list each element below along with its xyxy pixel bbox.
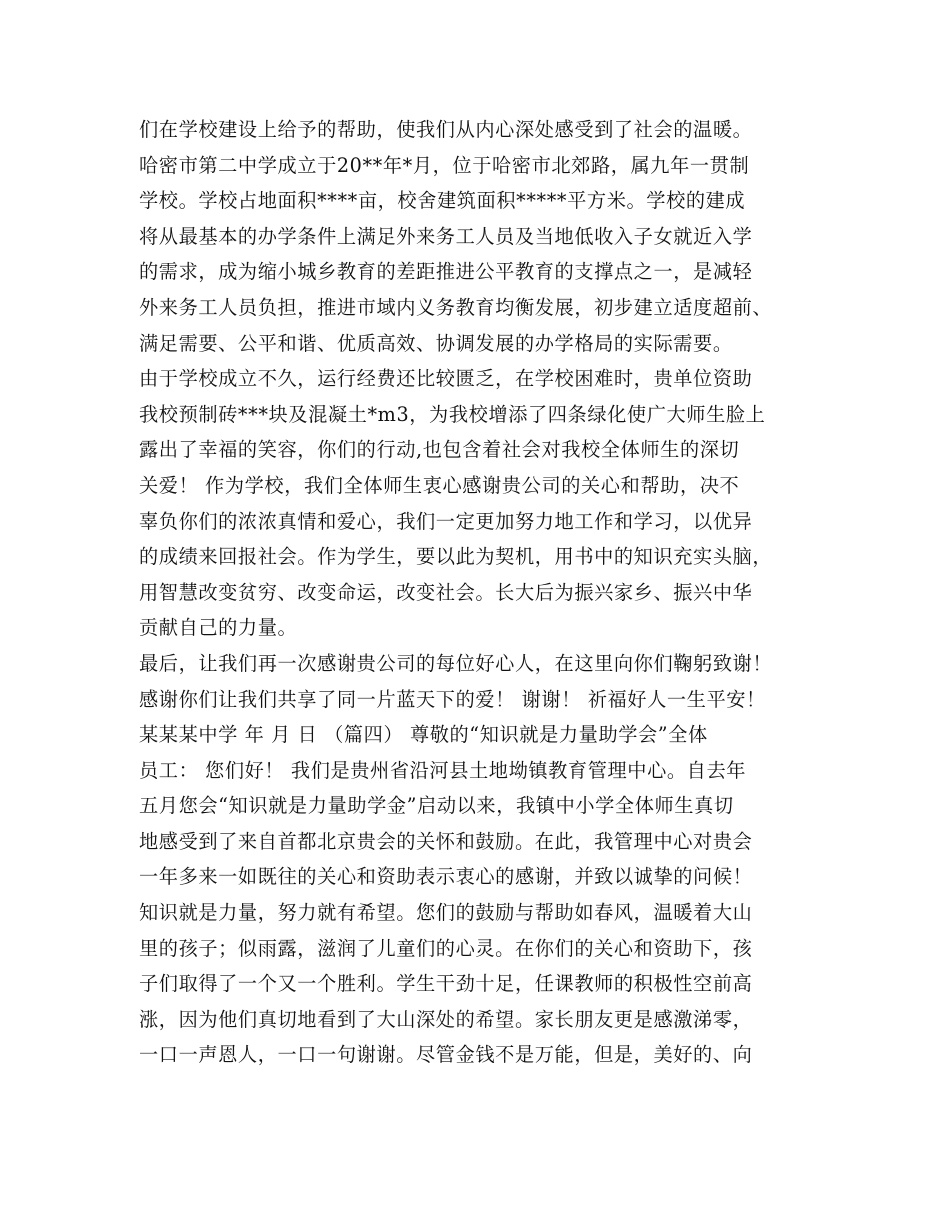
text-line: 子们取得了一个又一个胜利。学生干劲十足，任课教师的积极性空前高 [139, 972, 753, 996]
text-line: 最后，让我们再一次感谢贵公司的每位好心人，在这里向你们鞠躬致谢！ [139, 651, 773, 675]
text-line: 一口一声恩人，一口一句谢谢。尽管金钱不是万能，但是，美好的、向 [139, 1043, 753, 1067]
text-line: 贡献自己的力量。 [139, 616, 298, 640]
text-line: 地感受到了来自首都北京贵会的关怀和鼓励。在此，我管理中心对贵会 [139, 829, 753, 853]
text-line: 的成绩来回报社会。作为学生，要以此为契机，用书中的知识充实头脑， [139, 545, 773, 569]
text-line: 涨，因为他们真切地看到了大山深处的希望。家长朋友更是感激涕零， [139, 1007, 753, 1031]
text-line: 哈密市第二中学成立于20**年*月，位于哈密市北郊路，属九年一贯制 [139, 153, 750, 177]
text-line: 某某某中学 年 月 日 （篇四） 尊敬的“知识就是力量助学会”全体 [139, 723, 708, 747]
text-line: 用智慧改变贫穷、改变命运，改变社会。长大后为振兴家乡、振兴中华 [139, 580, 753, 604]
text-line: 五月您会“知识就是力量助学金”启动以来，我镇中小学全体师生真切 [139, 794, 734, 818]
text-line: 关爱！ 作为学校，我们全体师生衷心感谢贵公司的关心和帮助，决不 [139, 473, 740, 497]
text-line: 露出了幸福的笑容，你们的行动,也包含着社会对我校全体师生的深切 [139, 438, 740, 462]
text-line: 满足需要、公平和谐、优质高效、协调发展的办学格局的实际需要。 [139, 331, 733, 355]
body-text [139, 112, 839, 1073]
text-line: 学校。学校占地面积****亩，校舍建筑面积*****平方米。学校的建成 [139, 189, 746, 213]
text-line: 们在学校建设上给予的帮助，使我们从内心深处感受到了社会的温暖。 [139, 118, 753, 141]
text-line: 员工： 您们好！ 我们是贵州省沿河县土地坳镇教育管理中心。自去年 [139, 758, 747, 782]
text-line: 外来务工人员负担，推进市域内义务教育均衡发展，初步建立适度超前、 [139, 295, 773, 319]
text-line: 知识就是力量，努力就有希望。您们的鼓励与帮助如春风，温暖着大山 [139, 901, 753, 925]
text-line: 将从最基本的办学条件上满足外来务工人员及当地低收入子女就近入学 [139, 224, 753, 248]
text-line: 一年多来一如既往的关心和资助表示衷心的感谢，并致以诚挚的问候！ [139, 865, 753, 889]
text-line: 里的孩子；似雨露，滋润了儿童们的心灵。在你们的关心和资助下，孩 [139, 936, 753, 960]
text-line: 我校预制砖***块及混凝土*m3，为我校增添了四条绿化使广大师生脸上 [139, 402, 766, 426]
text-line: 辜负你们的浓浓真情和爱心，我们一定更加努力地工作和学习，以优异 [139, 509, 753, 533]
text-line: 的需求，成为缩小城乡教育的差距推进公平教育的支撑点之一，是减轻 [139, 260, 753, 284]
text-line: 感谢你们让我们共享了同一片蓝天下的爱！ 谢谢！ 祈福好人一生平安！ [139, 687, 766, 711]
text-line: 由于学校成立不久，运行经费还比较匮乏，在学校困难时，贵单位资助 [139, 367, 753, 391]
